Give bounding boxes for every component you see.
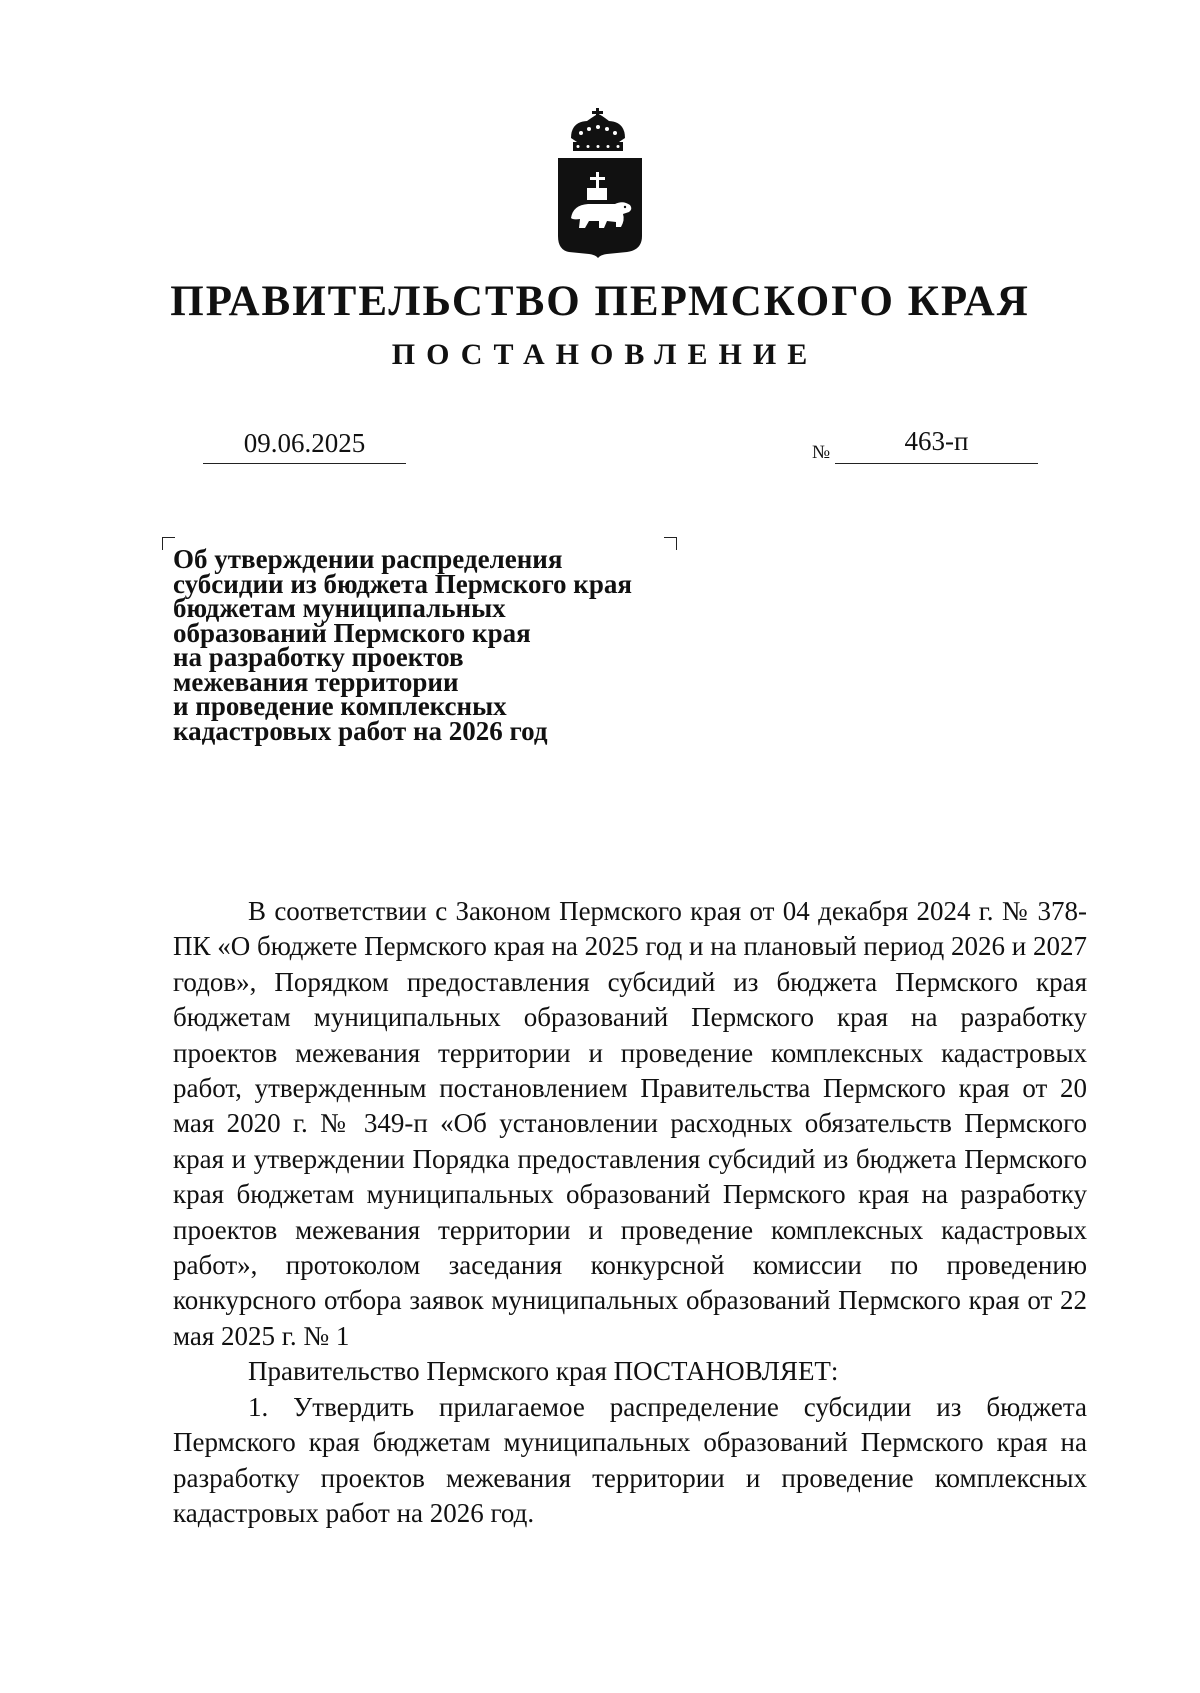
document-subject <box>173 544 693 746</box>
subject-line: образований Пермского края <box>173 617 531 648</box>
government-name: ПРАВИТЕЛЬСТВО ПЕРМСКОГО КРАЯ <box>170 278 1030 325</box>
preamble-paragraph: В соответствии с Законом Пермского края от 04 декабря 2024 г. № 378-ПК «О бюджете Пермского края на 2025 год и на плановый период 2026 и 2027 годов», Порядком предоставления субсидий из бюджета Пермского края бюджетам муниципальных образований Пермского края на разработку проектов межевания территории и проведение комплексных кадастровых работ, утвержденным постановлением Правительства Пермского края от 20 мая 2020 г. № 349-п «Об установлении расходных обязательств Пермского края и утверждении Порядка предоставления субсидий из бюджета Пермского края бюджетам муниципальных образований Пермского края на разработку проектов межевания территории и проведение комплексных кадастровых работ», протоколом заседания конкурсной комиссии по проведению конкурсного отбора заявок муниципальных образований Пермского края от 22 мая 2025 г. № 1 <box>173 896 1087 1351</box>
number-sign: № <box>812 442 831 463</box>
item-1-paragraph: 1. Утвердить прилагаемое распределение субсидии из бюджета Пермского края бюджетам муниципальных образований Пермского края на разработку проектов межевания территории и проведение комплексных кадастровых работ на 2026 год. <box>173 1391 1087 1528</box>
document-type: ПОСТАНОВЛЕНИЕ <box>391 338 819 371</box>
subject-line: Об утверждении распределения <box>173 544 563 574</box>
resolution-paragraph: Правительство Пермского края ПОСТАНОВЛЯЕТ: <box>248 1356 839 1387</box>
document-date: 09.06.2025 <box>203 426 406 464</box>
coat-of-arms-emblem <box>555 108 645 258</box>
document-body <box>173 894 1087 1531</box>
subject-line: и проведение комплексных <box>173 691 507 721</box>
subject-line: межевания территории <box>173 666 459 697</box>
subject-line: кадастровых работ на 2026 год <box>173 715 548 746</box>
subject-line: субсидии из бюджета Пермского края <box>173 568 632 599</box>
document-number: 463-п <box>835 424 1038 464</box>
subject-line: на разработку проектов <box>173 642 464 672</box>
subject-line: бюджетам муниципальных <box>173 593 506 623</box>
